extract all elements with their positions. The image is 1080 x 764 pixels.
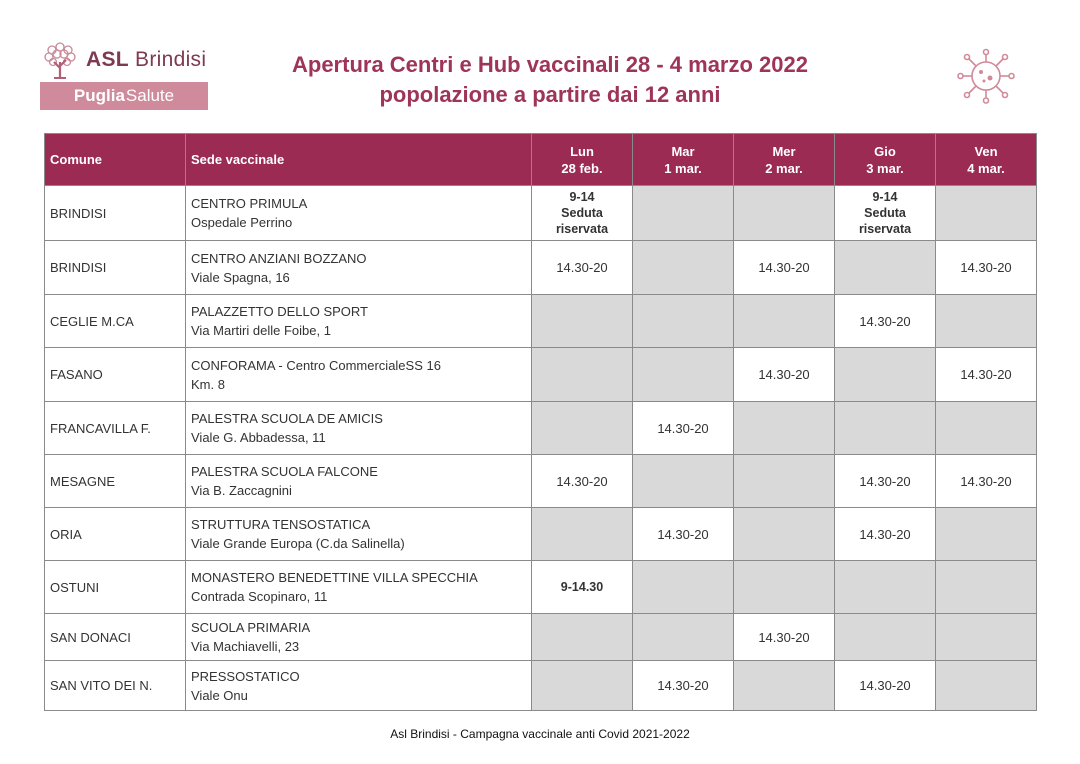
slot-text: 14.30-20 (758, 260, 810, 275)
sede-address: Ospedale Perrino (191, 215, 293, 230)
cell-sede (186, 614, 532, 661)
cell-comune: SAN VITO DEI N. (45, 661, 186, 711)
cell-slot (835, 561, 936, 614)
sede-name: CENTRO PRIMULA (191, 196, 308, 211)
cell-slot (633, 614, 734, 661)
title-line-2: popolazione a partire dai 12 anni (379, 82, 721, 107)
cell-slot (532, 186, 633, 241)
footer-text: Asl Brindisi - Campagna vaccinale anti Covid 2021-2022 (390, 727, 690, 741)
cell-slot (633, 455, 734, 508)
table-row (45, 402, 1037, 455)
slot-text: Seduta (561, 206, 603, 220)
sede-name: SCUOLA PRIMARIA (191, 620, 311, 635)
sede-address: Viale Spagna, 16 (191, 269, 290, 285)
header-day: Ven 4 mar. (936, 134, 1037, 186)
cell-slot (532, 661, 633, 711)
sede-address: Via B. Zaccagnini (191, 483, 292, 498)
cell-slot (835, 402, 936, 455)
slot-text: 14.30-20 (556, 473, 608, 489)
cell-sede (186, 186, 532, 241)
cell-slot (532, 402, 633, 455)
slot-text: 14.30-20 (657, 526, 709, 542)
cell-slot (633, 402, 734, 455)
cell-sede (186, 455, 532, 508)
cell-comune: MESAGNE (45, 455, 186, 508)
cell-slot (633, 295, 734, 348)
table-row (45, 508, 1037, 561)
slot-text: 14.30-20 (859, 526, 911, 542)
cell-slot (734, 561, 835, 614)
puglia-salute-band: Puglia Salute (40, 82, 208, 110)
cell-slot (633, 508, 734, 561)
cell-slot (936, 241, 1037, 295)
sede-address: Viale Onu (191, 687, 248, 703)
slot-text: riservata (555, 222, 609, 236)
cell-sede (186, 241, 532, 295)
cell-slot (835, 614, 936, 661)
cell-slot (936, 614, 1037, 661)
cell-slot (835, 186, 936, 241)
header-day: Mar 1 mar. (633, 134, 734, 186)
sede-name: CONFORAMA - Centro CommercialeSS 16 (191, 357, 441, 373)
cell-comune: SAN DONACI (45, 614, 186, 661)
table-row (45, 186, 1037, 241)
header-day: Gio 3 mar. (835, 134, 936, 186)
slot-text: 9-14.30 (560, 580, 604, 594)
cell-slot (734, 241, 835, 295)
cell-slot (835, 508, 936, 561)
cell-sede (186, 348, 532, 402)
cell-slot (633, 561, 734, 614)
cell-slot (835, 348, 936, 402)
table-row (45, 661, 1037, 711)
cell-comune: BRINDISI (45, 186, 186, 241)
cell-sede (186, 295, 532, 348)
cell-slot (734, 455, 835, 508)
cell-slot (734, 614, 835, 661)
table-row (45, 241, 1037, 295)
slot-text: 14.30-20 (859, 473, 911, 489)
cell-sede (186, 661, 532, 711)
slot-text: 14.30-20 (960, 473, 1012, 489)
sede-address: Via Martiri delle Foibe, 1 (191, 323, 331, 338)
slot-text: 9-14 (872, 190, 898, 204)
sede-name: PALAZZETTO DELLO SPORT (191, 304, 368, 319)
cell-slot (532, 241, 633, 295)
cell-comune: FRANCAVILLA F. (45, 402, 186, 455)
cell-slot (532, 508, 633, 561)
cell-slot (734, 508, 835, 561)
cell-slot (835, 661, 936, 711)
cell-slot (835, 241, 936, 295)
cell-slot (936, 348, 1037, 402)
table-row (45, 348, 1037, 402)
table-row (45, 455, 1037, 508)
sede-name: CENTRO ANZIANI BOZZANO (191, 250, 367, 266)
cell-slot (633, 348, 734, 402)
cell-slot (936, 661, 1037, 711)
header-day: Mer 2 mar. (734, 134, 835, 186)
cell-slot (835, 455, 936, 508)
cell-slot (936, 295, 1037, 348)
cell-slot (532, 455, 633, 508)
cell-comune: BRINDISI (45, 241, 186, 295)
cell-comune: FASANO (45, 348, 186, 402)
sede-address: Km. 8 (191, 376, 225, 392)
sede-name: MONASTERO BENEDETTINE VILLA SPECCHIA (191, 570, 478, 585)
cell-slot (734, 661, 835, 711)
asl-brindisi-logo (40, 40, 210, 112)
slot-text: 14.30-20 (657, 420, 709, 436)
slot-text: 14.30-20 (960, 260, 1012, 275)
cell-comune: OSTUNI (45, 561, 186, 614)
logo-name: ASL Brindisi (86, 48, 207, 71)
slot-text: 14.30-20 (859, 313, 911, 329)
cell-slot (734, 186, 835, 241)
slot-text: 14.30-20 (556, 260, 608, 275)
cell-sede (186, 402, 532, 455)
sede-address: Contrada Scopinaro, 11 (191, 589, 328, 604)
slot-text: 14.30-20 (960, 367, 1012, 382)
cell-slot (936, 508, 1037, 561)
header-comune: Comune (45, 134, 186, 186)
cell-slot (936, 455, 1037, 508)
sede-name: PALESTRA SCUOLA DE AMICIS (191, 411, 383, 426)
page-title (240, 50, 860, 110)
vaccination-schedule-table (44, 133, 1037, 711)
sede-address: Via Machiavelli, 23 (191, 639, 300, 654)
cell-sede (186, 508, 532, 561)
sede-name: STRUTTURA TENSOSTATICA (191, 517, 371, 532)
slot-text: 14.30-20 (657, 678, 709, 693)
cell-slot (936, 186, 1037, 241)
cell-slot (936, 402, 1037, 455)
slot-text: 9-14 (569, 190, 595, 204)
cell-slot (734, 348, 835, 402)
slot-text: 14.30-20 (758, 629, 810, 645)
cell-sede (186, 561, 532, 614)
slot-text: riservata (858, 222, 912, 236)
cell-slot (532, 295, 633, 348)
header-day: Lun 28 feb. (532, 134, 633, 186)
tree-icon (40, 40, 80, 80)
cell-slot (734, 402, 835, 455)
table-row (45, 614, 1037, 661)
sede-name: PALESTRA SCUOLA FALCONE (191, 464, 378, 479)
cell-slot (532, 614, 633, 661)
virus-icon (955, 48, 1017, 104)
cell-slot (633, 186, 734, 241)
cell-slot (633, 241, 734, 295)
cell-comune: ORIA (45, 508, 186, 561)
cell-slot (936, 561, 1037, 614)
slot-text: 14.30-20 (859, 678, 911, 693)
title-line-1: Apertura Centri e Hub vaccinali 28 - 4 marzo 2022 (292, 52, 808, 77)
cell-slot (633, 661, 734, 711)
sede-address: Viale Grande Europa (C.da Salinella) (191, 536, 405, 551)
table-header-row (45, 134, 1037, 186)
slot-text: 14.30-20 (758, 367, 810, 382)
cell-slot (734, 295, 835, 348)
slot-text: Seduta (864, 206, 906, 220)
cell-slot (532, 561, 633, 614)
header-sede: Sede vaccinale (186, 134, 532, 186)
cell-slot (532, 348, 633, 402)
sede-name: PRESSOSTATICO (191, 668, 300, 684)
table-row (45, 295, 1037, 348)
table-row (45, 561, 1037, 614)
cell-slot (835, 295, 936, 348)
cell-comune: CEGLIE M.CA (45, 295, 186, 348)
sede-address: Viale G. Abbadessa, 11 (191, 430, 326, 445)
